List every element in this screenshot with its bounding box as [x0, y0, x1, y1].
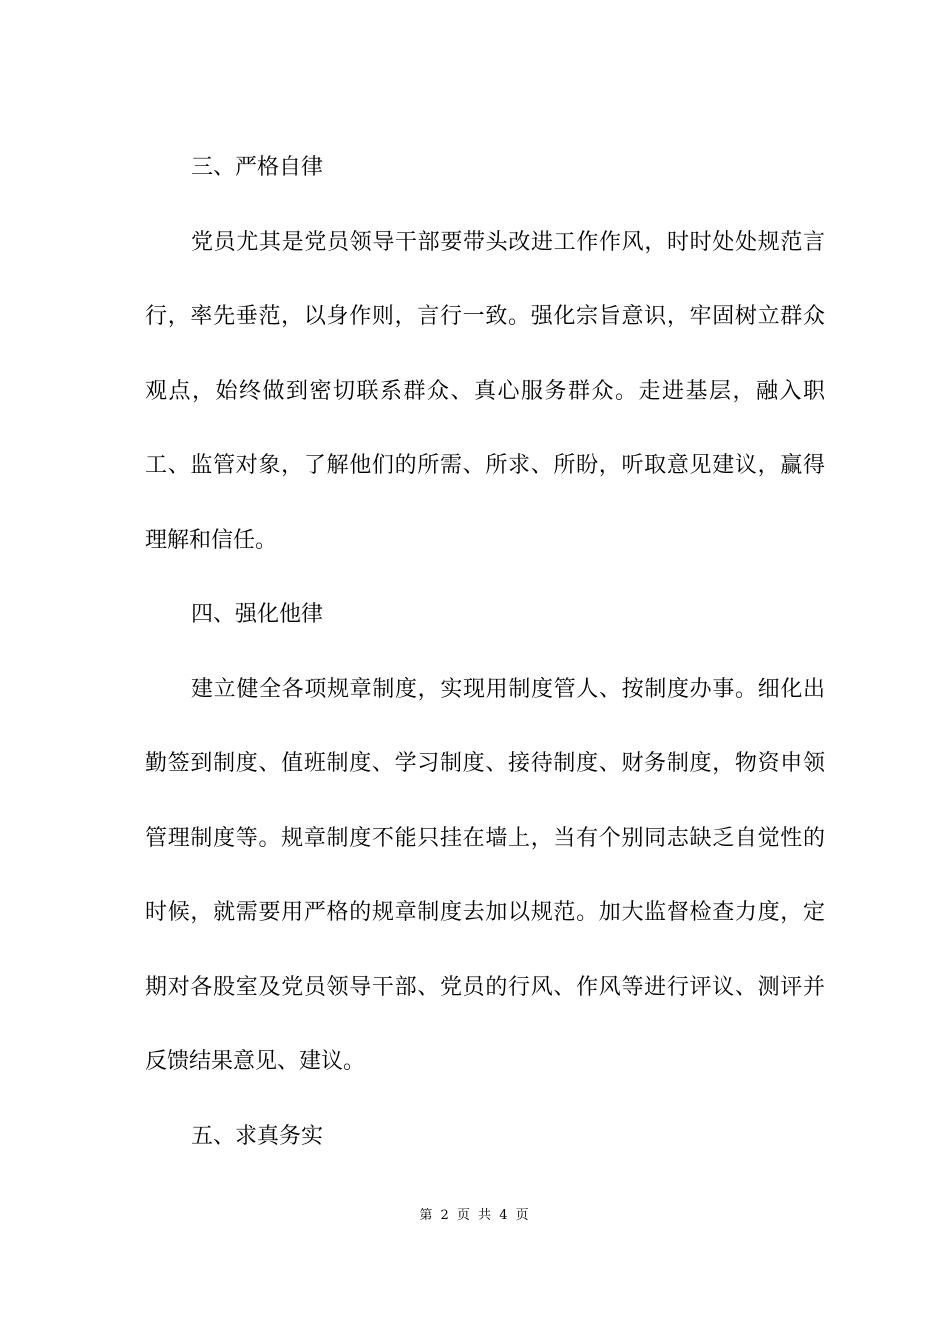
document-body [145, 131, 825, 1174]
footer-suffix: 页 [515, 1208, 531, 1223]
section-heading-4: 四、强化他律 [191, 602, 324, 627]
page-footer [0, 1206, 950, 1226]
footer-middle: 页 共 [456, 1208, 494, 1223]
footer-total-pages: 4 [499, 1208, 510, 1223]
section-body-3: 党员尤其是党员领导干部要带头改进工作作风，时时处处规范言行，率先垂范，以身作则，言行一致。强化宗旨意识，牢固树立群众观点，始终做到密切联系群众、真心服务群众。走进基层，融入职工、监管对象，了解他们的所需、所求、所盼，听取意见建议，赢得理解和信任。 [145, 229, 825, 553]
footer-current-page: 2 [440, 1208, 451, 1223]
section-heading-5: 五、求真务实 [191, 1123, 324, 1149]
footer-prefix: 第 [419, 1208, 435, 1223]
section-body-4: 建立健全各项规章制度，实现用制度管人、按制度办事。细化出勤签到制度、值班制度、学习制度、接待制度、财务制度，物资申领管理制度等。规章制度不能只挂在墙上，当有个别同志缺乏自觉性的时候，就需要用严格的规章制度去加以规范。加大监督检查力度，定期对各股室及党员领导干部、党员的行风、作风等进行评议、测评并反馈结果意见、建议。 [145, 676, 825, 1074]
section-heading-3: 三、严格自律 [191, 155, 324, 180]
